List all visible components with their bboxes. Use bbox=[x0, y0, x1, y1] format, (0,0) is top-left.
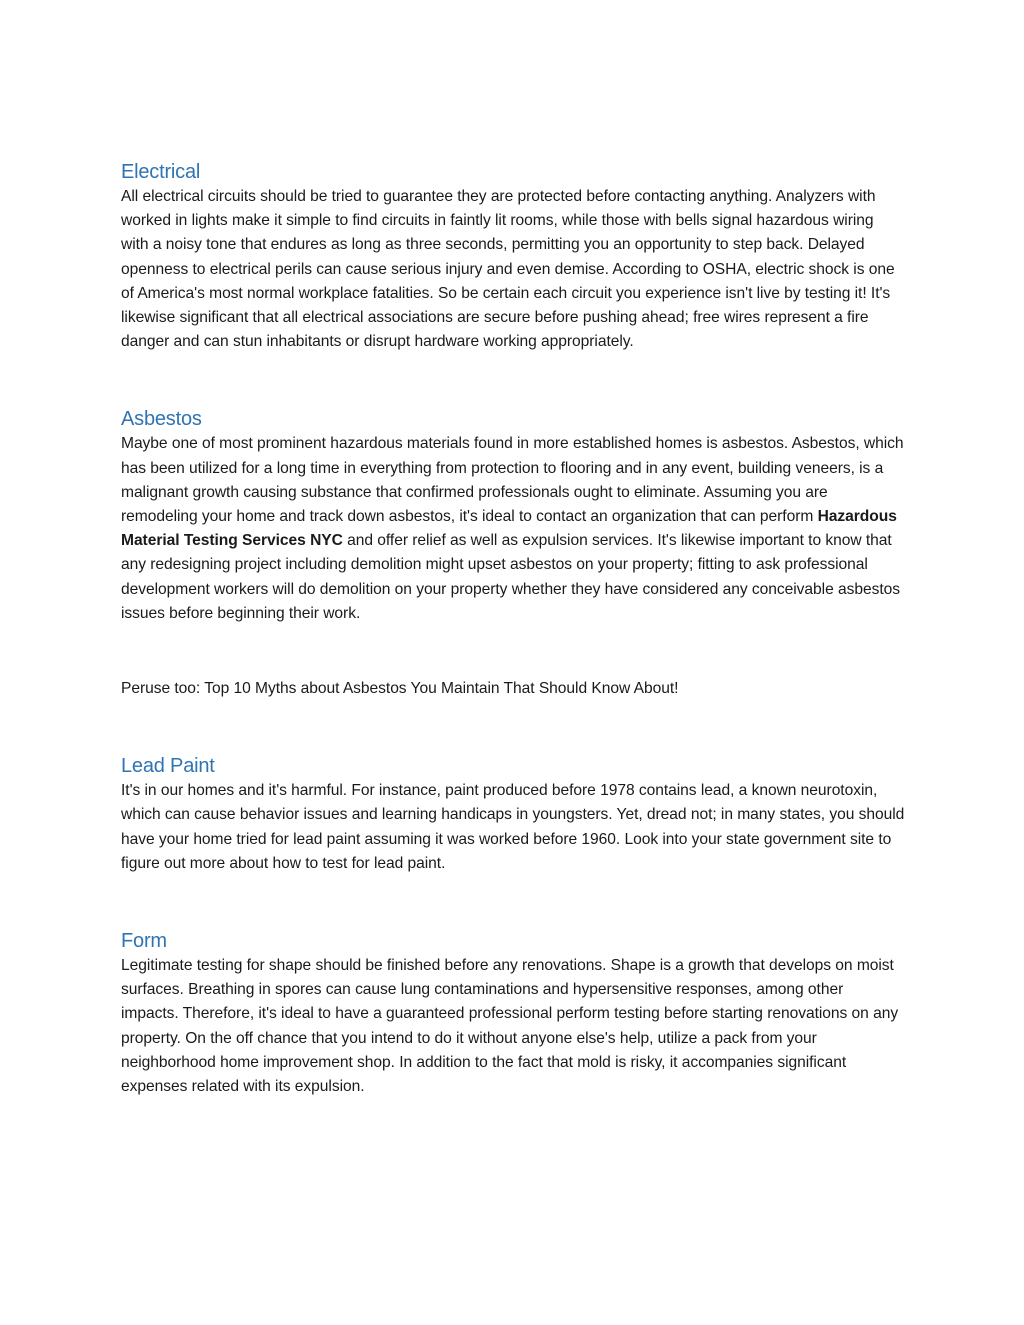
heading-form: Form bbox=[121, 930, 167, 953]
spacer bbox=[121, 354, 905, 406]
paragraph-lead-paint: It's in our homes and it's harmful. For instance, paint produced before 1978 contains lead, a known neurotoxin, which can cause behavior issues and learning handicaps in youngsters. Yet, dread not; in many states, you should have your home tried for lead paint assuming it was worked before 1960. Look into your state government site to figure out more about how to test for lead paint. bbox=[121, 782, 905, 872]
paragraph-form: Legitimate testing for shape should be finished before any renovations. Shape is a growth that develops on moist surfaces. Breathing in spores can cause lung contaminations and hypersensitive responses, among other impacts. Therefore, it's ideal to have a guaranteed professional perform testing before starting renovations on any property. On the off chance that you intend to do it without anyone else's help, utilize a pack from your neighborhood home improvement shop. In addition to the fact that mold is risky, it accompanies significant expenses related with its expulsion. bbox=[121, 957, 899, 1096]
bold-service-phrase: Hazardous Material Testing Services NYC bbox=[121, 508, 897, 550]
spacer bbox=[121, 701, 905, 753]
section-peruse bbox=[121, 677, 905, 701]
paragraph-electrical: All electrical circuits should be tried to guarantee they are protected before contacting anything. Analyzers with worked in lights make it simple to find circuits in faintly lit rooms, while those with bells signal hazardous wiring with a noisy tone that endures as long as three seconds, permitting you an opportunity to step back. Delayed openness to electrical perils can cause serious injury and even demise. According to OSHA, electric shock is one of America's most normal workplace fatalities. So be certain each circuit you experience isn't live by testing it! It's likewise significant that all electrical associations are secure before pushing ahead; free wires represent a fire danger and can stun inhabitants or disrupt hardware working appropriately. bbox=[121, 188, 895, 351]
spacer bbox=[121, 876, 905, 928]
spacer bbox=[121, 626, 905, 677]
document-page bbox=[121, 159, 905, 1099]
peruse-too-line: Peruse too: Top 10 Myths about Asbestos You Maintain That Should Know About! bbox=[121, 680, 679, 698]
paragraph-asbestos-part1: Maybe one of most prominent hazardous materials found in more established homes is asbestos. Asbestos, which has been utilized for a long time in everything from protection to flooring and in any event, building veneers, is a malignant growth causing substance that confirmed professionals ought to eliminate. Assuming you are remodeling your home and track down asbestos, it's ideal to contact an organization that can perform bbox=[121, 435, 904, 526]
section-electrical bbox=[121, 159, 905, 354]
heading-asbestos: Asbestos bbox=[121, 408, 202, 431]
paragraph-asbestos-part2: and offer relief as well as expulsion services. It's likewise important to know that any redesigning project including demolition might upset asbestos on your property; fitting to ask professional development workers will do demolition on your property whether they have considered any conceivable asbestos issues before beginning their work. bbox=[121, 532, 901, 622]
section-lead-paint bbox=[121, 753, 905, 876]
section-form bbox=[121, 928, 905, 1099]
heading-lead-paint: Lead Paint bbox=[121, 755, 215, 778]
heading-electrical: Electrical bbox=[121, 161, 201, 183]
section-asbestos bbox=[121, 406, 905, 626]
paragraph-asbestos bbox=[121, 432, 905, 626]
